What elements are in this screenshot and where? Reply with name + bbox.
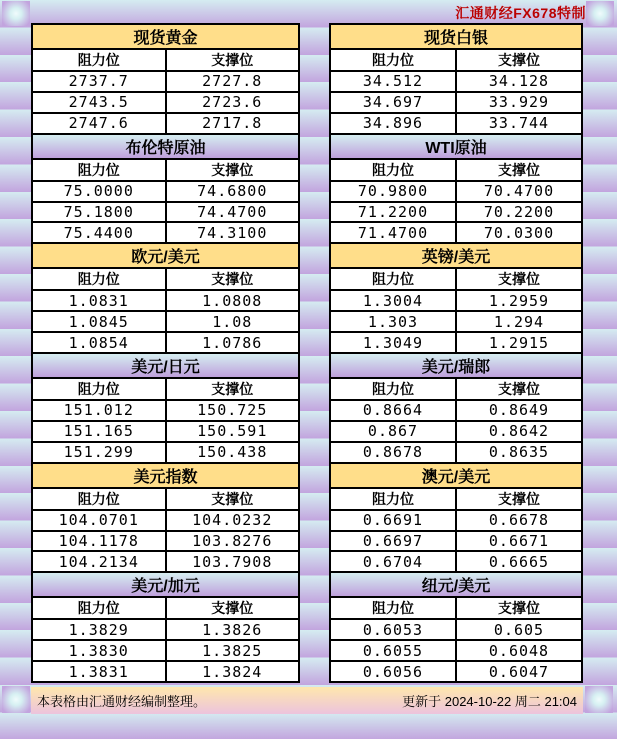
support-label: 支撑位 [455,269,581,289]
corner-ornament-top-right [586,1,614,26]
resistance-value: 0.6704 [362,552,424,571]
resistance-value: 104.0701 [58,511,139,530]
support-label: 支撑位 [165,50,299,70]
support-value: 1.3825 [165,641,299,660]
resistance-value: 0.6697 [362,532,424,551]
resistance-value: 0.8678 [362,443,424,462]
value-row [33,550,298,571]
group-header: 美元/瑞郎 [331,352,581,377]
value-row [331,289,581,310]
value-row [33,70,298,91]
support-label: 支撑位 [165,489,299,509]
value-row [331,112,581,133]
value-row [331,660,581,681]
support-value: 150.438 [165,443,299,462]
footer-note: 本表格由汇通财经编制整理。 [37,694,207,709]
resistance-label: 阻力位 [372,600,414,617]
support-value: 33.744 [455,114,581,133]
column-label-row [33,487,298,509]
resistance-value: 1.3831 [68,662,129,681]
value-row [33,221,298,242]
support-value: 0.6048 [455,641,581,660]
resistance-label: 阻力位 [77,271,120,288]
support-value: 0.6047 [455,662,581,681]
support-value: 1.294 [455,312,581,331]
support-value: 74.4700 [165,203,299,222]
resistance-label: 阻力位 [372,161,414,178]
resistance-label: 阻力位 [372,490,414,507]
column-label-row [33,267,298,289]
resistance-value: 151.299 [63,443,134,462]
support-value: 0.8649 [455,401,581,420]
resistance-value: 1.3829 [68,620,129,639]
support-label: 支撑位 [455,379,581,399]
resistance-value: 0.867 [367,422,419,441]
support-value: 150.591 [165,422,299,441]
resistance-label: 阻力位 [77,600,120,617]
resistance-value: 151.012 [63,401,134,420]
group-header: 现货黄金 [33,25,298,48]
resistance-value: 0.8664 [362,401,424,420]
support-label: 支撑位 [455,160,581,180]
value-row [331,639,581,660]
value-row [331,420,581,441]
support-value: 150.725 [165,401,299,420]
support-label: 支撑位 [455,489,581,509]
support-value: 2717.8 [165,114,299,133]
resistance-label: 阻力位 [77,52,120,68]
support-value: 0.6671 [455,532,581,551]
corner-ornament-top-left [2,1,30,26]
support-value: 33.929 [455,93,581,112]
resistance-value: 34.512 [362,72,424,91]
column-label-row [331,48,581,70]
value-row [33,180,298,201]
resistance-value: 2747.6 [68,114,129,133]
support-label: 支撑位 [455,50,581,70]
value-row [331,180,581,201]
resistance-value: 34.697 [362,93,424,112]
value-row [331,441,581,462]
support-value: 0.605 [455,620,581,639]
resistance-label: 阻力位 [372,381,414,398]
value-row [33,530,298,551]
group-header: WTI原油 [331,133,581,158]
value-row [33,201,298,222]
resistance-label: 阻力位 [77,381,120,398]
resistance-value: 104.1178 [58,532,139,551]
support-value: 1.0808 [165,291,299,310]
brand-watermark: 汇通财经FX678特制 [455,5,586,21]
support-value: 104.0232 [165,511,299,530]
value-row [33,618,298,639]
resistance-value: 70.9800 [357,182,429,201]
value-row [331,91,581,112]
value-row [331,331,581,352]
value-row [33,441,298,462]
value-row [33,112,298,133]
support-value: 0.8635 [455,443,581,462]
value-row [331,509,581,530]
resistance-value: 0.6055 [362,641,424,660]
support-value: 1.2959 [455,291,581,310]
column-label-row [33,377,298,399]
support-value: 70.2200 [455,203,581,222]
support-value: 1.2915 [455,333,581,352]
resistance-value: 75.1800 [63,203,134,221]
group-header: 美元/加元 [33,571,298,596]
support-value: 103.8276 [165,532,299,551]
support-label: 支撑位 [165,269,299,289]
group-header: 美元/日元 [33,352,298,377]
value-row [33,91,298,112]
resistance-value: 151.165 [63,422,134,441]
support-value: 0.8642 [455,422,581,441]
support-label: 支撑位 [455,598,581,618]
resistance-value: 104.2134 [58,552,139,571]
value-row [331,618,581,639]
column-label-row [33,596,298,618]
support-value: 0.6678 [455,511,581,530]
support-label: 支撑位 [165,379,299,399]
price-table-right [329,23,583,683]
resistance-value: 71.4700 [357,223,429,242]
resistance-value: 1.0831 [68,291,129,310]
value-row [331,70,581,91]
support-value: 103.7908 [165,552,299,571]
resistance-label: 阻力位 [372,52,414,68]
support-value: 1.3824 [165,662,299,681]
group-header: 欧元/美元 [33,242,298,267]
support-value: 1.08 [165,312,299,331]
resistance-value: 1.303 [367,312,419,331]
support-value: 34.128 [455,72,581,91]
value-row [33,660,298,681]
value-row [331,221,581,242]
value-row [33,399,298,420]
value-row [331,550,581,571]
column-label-row [331,377,581,399]
resistance-label: 阻力位 [372,271,414,288]
support-label: 支撑位 [165,160,299,180]
column-label-row [331,158,581,180]
resistance-value: 1.3004 [362,291,424,310]
support-value: 74.6800 [165,182,299,201]
resistance-value: 71.2200 [357,203,429,221]
column-label-row [33,158,298,180]
resistance-value: 75.0000 [63,182,134,201]
corner-ornament-bottom-right [585,686,613,713]
resistance-value: 1.0854 [68,333,129,352]
price-table-left [31,23,300,683]
resistance-value: 1.0845 [68,312,129,331]
resistance-label: 阻力位 [77,161,120,178]
group-header: 现货白银 [331,25,581,48]
support-value: 1.3826 [165,620,299,639]
resistance-label: 阻力位 [77,490,120,507]
value-row [33,639,298,660]
value-row [331,399,581,420]
value-row [33,420,298,441]
resistance-value: 0.6691 [362,511,424,530]
column-label-row [33,48,298,70]
support-value: 2723.6 [165,93,299,112]
price-column-left [31,23,300,683]
resistance-value: 2743.5 [68,93,129,112]
value-row [331,201,581,222]
group-header: 纽元/美元 [331,571,581,596]
support-value: 70.4700 [455,182,581,201]
group-header: 美元指数 [33,462,298,487]
price-column-right [329,23,583,683]
value-row [33,289,298,310]
group-header: 英镑/美元 [331,242,581,267]
column-label-row [331,487,581,509]
resistance-value: 2737.7 [68,72,129,91]
footer-updated-timestamp: 更新于 2024-10-22 周二 21:04 [402,694,577,709]
resistance-value: 0.6053 [362,620,424,639]
group-header: 布伦特原油 [33,133,298,158]
support-value: 0.6665 [455,552,581,571]
support-value: 70.0300 [455,223,581,242]
value-row [33,509,298,530]
support-value: 2727.8 [165,72,299,91]
value-row [331,310,581,331]
resistance-value: 34.896 [362,114,424,133]
column-label-row [331,596,581,618]
resistance-value: 1.3049 [362,333,424,352]
value-row [33,310,298,331]
resistance-value: 75.4400 [63,223,134,242]
resistance-value: 1.3830 [68,641,129,660]
value-row [33,331,298,352]
corner-ornament-bottom-left [2,686,30,713]
column-label-row [331,267,581,289]
footer-bar [31,687,583,714]
resistance-value: 0.6056 [362,662,424,681]
support-value: 1.0786 [165,333,299,352]
group-header: 澳元/美元 [331,462,581,487]
support-label: 支撑位 [165,598,299,618]
value-row [331,530,581,551]
support-value: 74.3100 [165,223,299,242]
